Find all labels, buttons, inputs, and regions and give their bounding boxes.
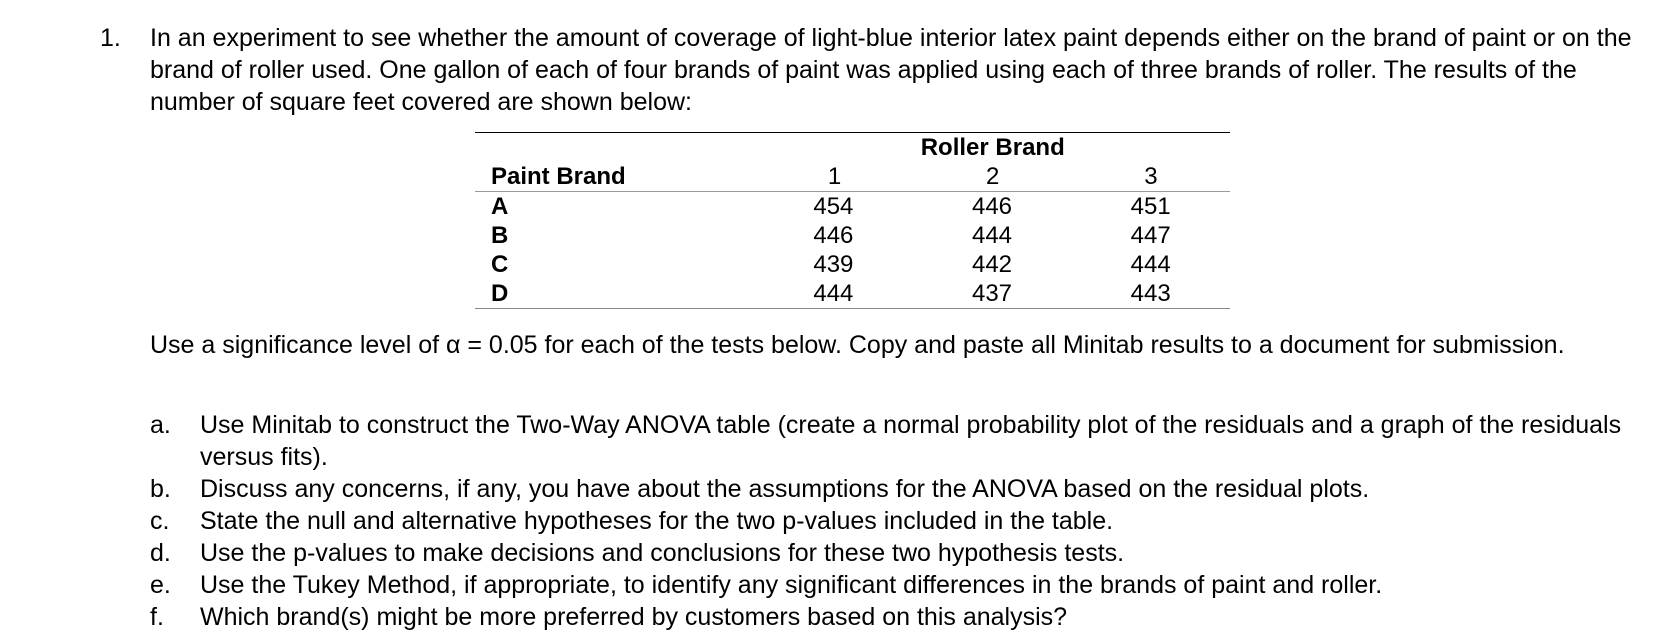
list-item bbox=[150, 505, 1650, 537]
question-text: Use the Tukey Method, if appropriate, to identify any significant differences in the brands of paint and roller. bbox=[200, 571, 1383, 599]
coverage-table bbox=[475, 132, 1230, 309]
table-cell: 444 bbox=[813, 280, 854, 307]
question-text: Discuss any concerns, if any, you have about the assumptions for the ANOVA based on the residual plots. bbox=[200, 475, 1370, 503]
list-item bbox=[150, 569, 1650, 601]
list-item bbox=[150, 473, 1650, 505]
significance-instruction: Use a significance level of α = 0.05 for each of the tests below. Copy and paste all Minitab results to a document for submission. bbox=[150, 331, 1565, 359]
table-row bbox=[475, 221, 1230, 250]
list-item bbox=[150, 409, 1650, 473]
table-bottom-rule bbox=[475, 308, 1230, 309]
problem-number: 1. bbox=[100, 24, 121, 52]
table-row bbox=[475, 279, 1230, 308]
table-cell: 444 bbox=[1130, 251, 1171, 278]
table-cell: 442 bbox=[971, 251, 1013, 278]
question-letter: b. bbox=[150, 475, 171, 503]
question-text: Use the p-values to make decisions and conclusions for these two hypothesis tests. bbox=[200, 539, 1125, 567]
question-text: State the null and alternative hypotheses for the two p-values included in the table. bbox=[200, 507, 1114, 535]
table-cell: 454 bbox=[813, 193, 854, 220]
paint-brand-label: B bbox=[491, 222, 509, 249]
paint-brand-label: C bbox=[491, 251, 509, 278]
table-cell: 446 bbox=[971, 193, 1013, 220]
table-cell: 443 bbox=[1130, 280, 1171, 307]
paint-brand-label: D bbox=[491, 280, 509, 307]
roller-col-2: 2 bbox=[986, 163, 1000, 190]
roller-col-3: 3 bbox=[1144, 163, 1158, 190]
table-cell: 451 bbox=[1130, 193, 1171, 220]
table-cell: 447 bbox=[1130, 222, 1171, 249]
table-row bbox=[475, 192, 1230, 221]
paint-brand-label: A bbox=[491, 193, 509, 220]
question-text: Use Minitab to construct the Two-Way ANOVA table (create a normal probability plot of the residuals and a graph of the residuals versus fits). bbox=[200, 411, 1622, 471]
question-letter: f. bbox=[150, 603, 164, 631]
list-item bbox=[150, 537, 1650, 569]
question-letter: a. bbox=[150, 411, 171, 439]
question-letter: c. bbox=[150, 507, 170, 535]
problem-intro: In an experiment to see whether the amount of coverage of light-blue interior latex paint depends either on the brand of paint or on the brand of roller used. One gallon of each of four brands of paint was applied using each of three brands of roller. The results of the number of square feet covered are shown below: bbox=[150, 24, 1632, 116]
table-cell: 437 bbox=[971, 280, 1013, 307]
list-item bbox=[150, 601, 1650, 633]
table-row bbox=[475, 250, 1230, 279]
question-letter: d. bbox=[150, 539, 171, 567]
roller-brand-header: Roller Brand bbox=[920, 134, 1065, 161]
question-text: Which brand(s) might be more preferred by customers based on this analysis? bbox=[200, 603, 1068, 631]
table-cell: 446 bbox=[813, 222, 854, 249]
roller-col-1: 1 bbox=[827, 163, 842, 190]
question-list bbox=[150, 409, 1650, 633]
table-cell: 439 bbox=[813, 251, 854, 278]
paint-brand-header: Paint Brand bbox=[491, 163, 626, 190]
table-cell: 444 bbox=[971, 222, 1013, 249]
question-letter: e. bbox=[150, 571, 171, 599]
